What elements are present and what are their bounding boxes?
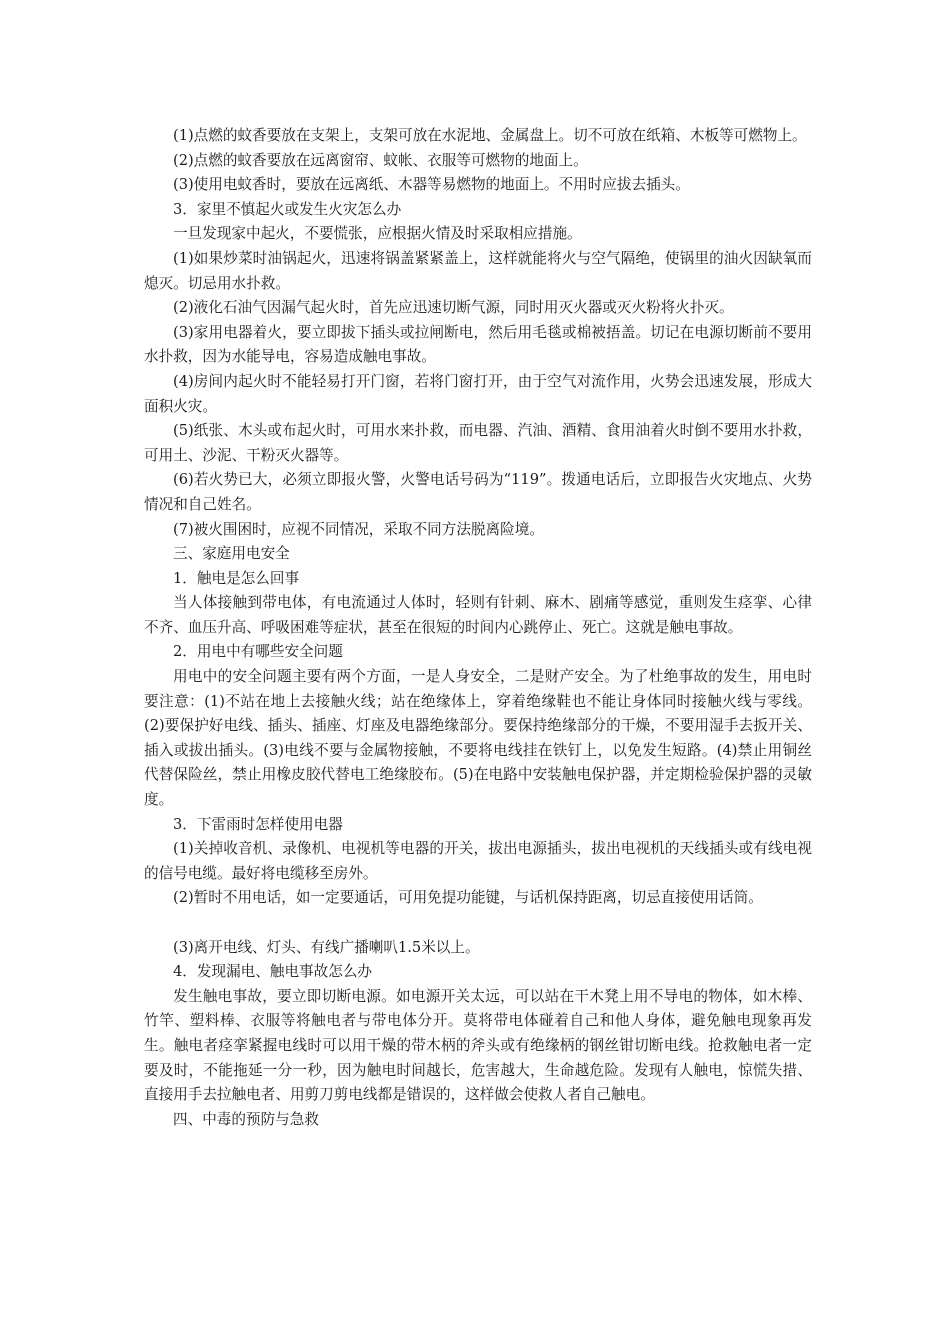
paragraph-fire-item-2: (2)液化石油气因漏气起火时，首先应迅速切断气源，同时用灭火器或灭火粉将火扑灭。 [173,299,734,317]
heading-what-is-electric-shock: 1．触电是怎么回事 [173,569,300,587]
heading-electricity-safety-issues: 2．用电中有哪些安全问题 [173,643,343,661]
paragraph-electricity-safety-issues: 用电中的安全问题主要有两个方面，一是人身安全，二是财产安全。为了杜绝事故的发生，用电时要注意：(1)不站在地上去接触火线；站在绝缘体上，穿着绝缘鞋也不能让身体同时接触火线与零线。(2)要保护好电线、插头、插座、灯座及电器绝缘部分。要保持绝缘部分的干燥，不要用湿手去扳开关、插入或拔出插头。(3)电线不要与金属物接触，不要将电线挂在铁钉上，以免发生短路。(4)禁止用铜丝代替保险丝，禁止用橡皮胶代替电工绝缘胶布。(5)在电路中安装触电保护器，并定期检验保护器的灵敏度。 [144,668,812,809]
paragraph-thunderstorm-item-2: (2)暂时不用电话，如一定要通话，可用免提功能键，与话机保持距离，切忌直接使用话筒。 [173,889,763,907]
paragraph-thunderstorm-item-1: (1)关掉收音机、录像机、电视机等电器的开关，拔出电源插头，拔出电视机的天线插头或有线电视的信号电缆。最好将电缆移至房外。 [144,840,812,882]
paragraph-leakage-shock-accident: 发生触电事故，要立即切断电源。如电源开关太远，可以站在干木凳上用不导电的物体，如木棒、竹竿、塑料棒、衣服等将触电者与带电体分开。莫将带电体碰着自己和他人身体，避免触电现象再发生。触电者痉挛紧握电线时可以用干燥的带木柄的斧头或有绝缘柄的钢丝钳切断电线。抢救触电者一定要及时，不能拖延一分一秒，因为触电时间越长，危害越大，生命越危险。发现有人触电，惊慌失措、直接用手去拉触电者、用剪刀剪电线都是错误的，这样做会使救人者自己触电。 [144,987,812,1104]
paragraph-fire-intro: 一旦发现家中起火，不要慌张，应根据火情及时采取相应措施。 [173,225,582,243]
paragraph-fire-item-7: (7)被火围困时，应视不同情况，采取不同方法脱离险境。 [173,520,544,538]
paragraph-fire-item-5: (5)纸张、木头或布起火时，可用水来扑救，而电器、汽油、酒精、食用油着火时倒不要用水扑救，可用土、沙泥、干粉灭火器等。 [144,422,812,464]
paragraph-mosquito-coil-3: (3)使用电蚊香时，要放在远离纸、木器等易燃物的地面上。不用时应拔去插头。 [173,176,690,194]
section-heading-poisoning: 四、中毒的预防与急救 [173,1110,319,1128]
paragraph-electric-shock: 当人体接触到带电体，有电流通过人体时，轻则有针刺、麻木、剧痛等感觉，重则发生痉挛、心律不齐、血压升高、呼吸困难等症状，甚至在很短的时间内心跳停止、死亡。这就是触电事故。 [144,594,812,636]
blank-line [144,911,812,936]
document-page [144,124,812,1132]
paragraph-fire-item-6: (6)若火势已大，必须立即报火警，火警电话号码为“119”。拨通电话后，立即报告火灾地点、火势情况和自己姓名。 [144,471,812,513]
heading-thunderstorm-appliances: 3．下雷雨时怎样使用电器 [173,815,343,833]
paragraph-fire-item-4: (4)房间内起火时不能轻易打开门窗，若将门窗打开，由于空气对流作用，火势会迅速发展，形成大面积火灾。 [144,372,812,415]
paragraph-mosquito-coil-2: (2)点燃的蚊香要放在远离窗帘、蚊帐、衣服等可燃物的地面上。 [173,151,588,169]
paragraph-fire-item-1: (1)如果炒菜时油锅起火，迅速将锅盖紧紧盖上，这样就能将火与空气隔绝，使锅里的油火因缺氧而熄灭。切忌用水扑救。 [144,249,812,292]
paragraph-fire-item-3: (3)家用电器着火，要立即拔下插头或拉闸断电，然后用毛毯或棉被捂盖。切记在电源切断前不要用水扑救，因为水能导电，容易造成触电事故。 [144,323,812,366]
paragraph-thunderstorm-item-3: (3)离开电线、灯头、有线广播喇叭1.5米以上。 [173,938,480,956]
heading-fire-at-home: 3．家里不慎起火或发生火灾怎么办 [173,200,402,218]
section-heading-electric-safety: 三、家庭用电安全 [173,545,290,563]
heading-leakage-shock-accident: 4．发现漏电、触电事故怎么办 [173,963,373,981]
paragraph-mosquito-coil-1: (1)点燃的蚊香要放在支架上，支架可放在水泥地、金属盘上。切不可放在纸箱、木板等可燃物上。 [173,127,807,144]
